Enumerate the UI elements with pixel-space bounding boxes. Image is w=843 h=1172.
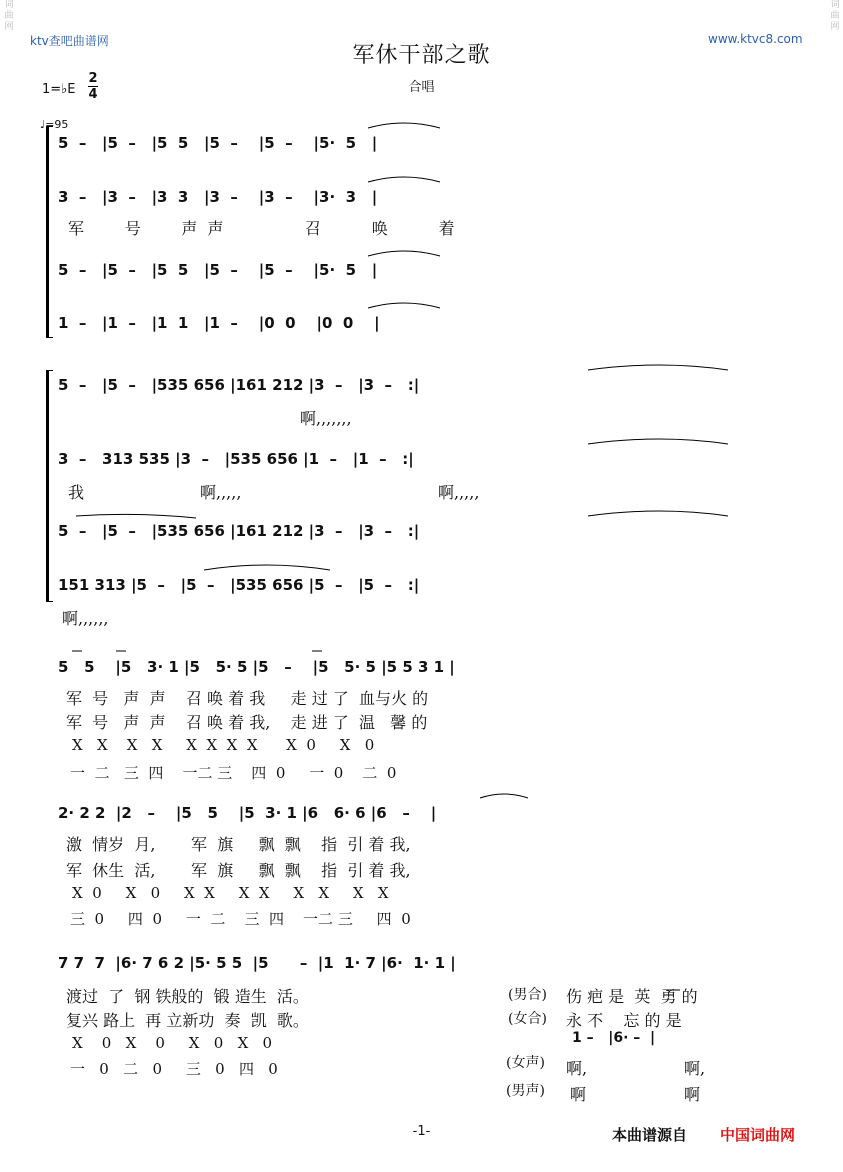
- system3-notes: 5 5 |5 3· 1 |5 5· 5 |5 – |5 5· 5 |5 5 3 1 |: [58, 658, 455, 676]
- system5-lyric2-tag: (女合): [508, 1011, 547, 1027]
- system1-voice3: 5 – |5 – |5 5 |5 – |5 – |5· 5 |: [58, 261, 378, 279]
- source-site-link[interactable]: 中国词曲网: [720, 1126, 796, 1144]
- song-title: 军休干部之歌: [352, 43, 491, 68]
- system2-voice1-lyric: 啊,,,,,,,: [300, 409, 352, 428]
- source-label: 本曲谱源自: [612, 1126, 688, 1144]
- system2-voice4: 151 313 |5 – |5 – |535 656 |5 – |5 – :|: [58, 576, 420, 594]
- system5-lyric1-tail: 伤 疤 是 英 勇 的: [566, 987, 698, 1006]
- system2-voice2-lyric-b: 啊,,,,,: [200, 483, 242, 502]
- system5-lyric2: 复兴 路上 再 立新功 奏 凯 歌。: [66, 1011, 309, 1030]
- system4-count1: X 0 X 0 X X X X X X X X: [72, 884, 389, 902]
- song-subtitle: 合唱: [408, 80, 435, 95]
- system5-lyric1-tag: (男合): [508, 987, 547, 1003]
- system2-voice3: 5 – |5 – |535 656 |161 212 |3 – |3 – :|: [58, 522, 420, 540]
- system3-count1: X X X X X X X X X 0 X 0: [72, 736, 375, 754]
- system2-voice2-lyric-c: 啊,,,,,: [438, 483, 480, 502]
- meter-top: 2: [88, 71, 98, 86]
- key-signature: 1=♭E: [42, 82, 76, 97]
- watermark-left: 词 曲 网: [4, 0, 14, 32]
- system3-count2: 一 二 三 四 一二 三 四 0 一 0 二 0: [70, 764, 397, 782]
- system3-lyric2: 军 号 声 声 召 唤 着 我, 走 进 了 温 馨 的: [66, 713, 428, 732]
- system2-voice2: 3 – 313 535 |3 – |535 656 |1 – |1 – :|: [58, 450, 414, 468]
- system5-count1: X 0 X 0 X 0 X 0: [72, 1034, 273, 1052]
- system5-sub-notes: 1 – |6· – |: [572, 1030, 656, 1046]
- system2-voice2-lyric-a: 我: [68, 483, 85, 502]
- female-voice-tag: (女声): [506, 1055, 545, 1071]
- female-voice-text: 啊,: [566, 1059, 588, 1078]
- system1-voice1: 5 – |5 – |5 5 |5 – |5 – |5· 5 |: [58, 134, 378, 152]
- system1-voice2: 3 – |3 – |3 3 |3 – |3 – |3· 3 |: [58, 188, 378, 206]
- system2-voice4-lyric: 啊,,,,,,: [62, 609, 109, 628]
- system4-lyric2: 军 休生 活, 军 旗 飘 飘 指 引 着 我,: [66, 861, 411, 880]
- male-voice-text: 啊: [570, 1085, 587, 1104]
- page-number: -1-: [412, 1124, 431, 1139]
- system5-lyric2-tail: 永 不 忘 的 是: [566, 1011, 682, 1030]
- system5-notes: 7 7 7 |6· 7 6 2 |5· 5 5 |5 – |1 1· 7 |6· 1· 1 |: [58, 954, 456, 972]
- meter-bottom: 4: [88, 87, 98, 102]
- female-voice-text-2: 啊,: [684, 1059, 706, 1078]
- watermark-right: 词 曲 网: [830, 0, 840, 32]
- system1-voice4: 1 – |1 – |1 1 |1 – |0 0 |0 0 |: [58, 314, 380, 332]
- system2-voice1: 5 – |5 – |535 656 |161 212 |3 – |3 – :|: [58, 376, 420, 394]
- system4-notes: 2· 2 2 |2 – |5 5 |5 3· 1 |6 6· 6 |6 – |: [58, 804, 437, 822]
- male-voice-tag: (男声): [506, 1083, 545, 1099]
- system5-lyric1: 渡过 了 钢 铁般的 锻 造生 活。: [66, 987, 309, 1006]
- system3-lyric1: 军 号 声 声 召 唤 着 我 走 过 了 血与火 的: [66, 689, 429, 708]
- male-voice-text-2: 啊: [684, 1085, 701, 1104]
- tempo-mark: ♩=95: [40, 118, 69, 131]
- system5-count2: 一 0 二 0 三 0 四 0: [70, 1060, 278, 1078]
- site-url-right[interactable]: www.ktvc8.com: [708, 32, 803, 46]
- system1-lyric: 军 号 声 声 召 唤 着: [68, 219, 455, 238]
- system4-count2: 三 0 四 0 一 二 三 四 一二 三 四 0: [70, 910, 411, 928]
- system4-lyric1: 激 情岁 月, 军 旗 飘 飘 指 引 着 我,: [66, 835, 411, 854]
- site-name-left[interactable]: ktv查吧曲谱网: [30, 34, 109, 48]
